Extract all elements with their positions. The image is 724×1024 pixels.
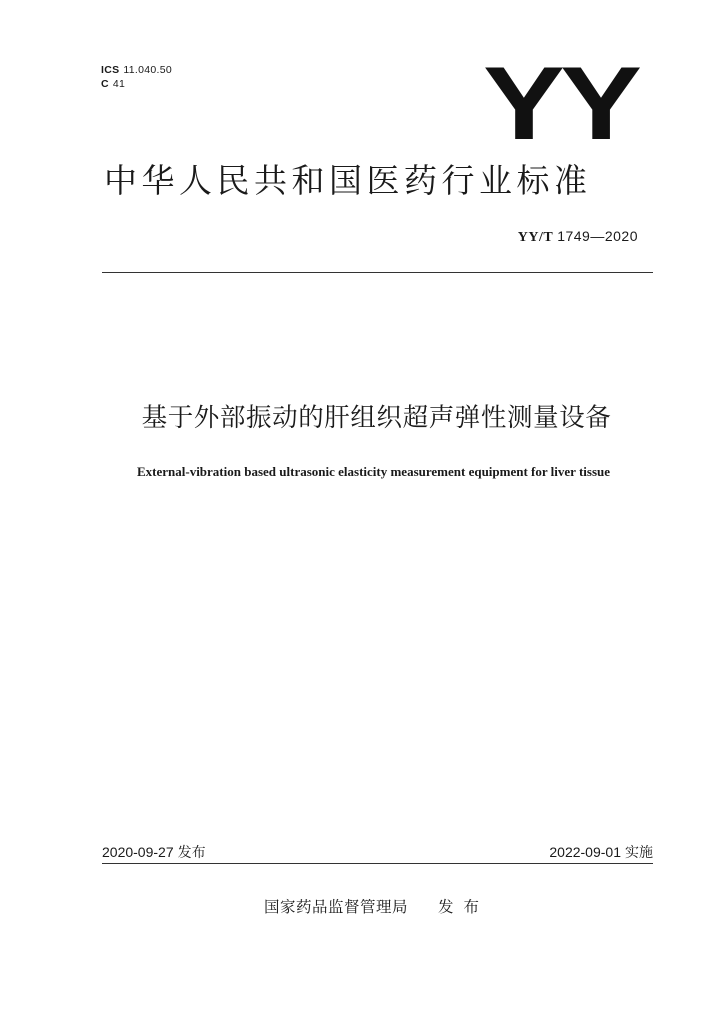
yy-logo: YY (483, 46, 638, 162)
standard-category-title: 中华人民共和国医药行业标准 (104, 161, 592, 200)
issue-label: 发布 (177, 845, 206, 861)
standard-code-prefix: YY/T (517, 230, 554, 245)
ccs-value: 41 (112, 78, 126, 90)
classification-block (101, 63, 172, 91)
ics-line (101, 63, 172, 77)
ccs-line (101, 77, 172, 91)
issuer-line (264, 896, 489, 918)
issue-date: 2020-09-27 (102, 844, 174, 860)
ics-key: ICS (101, 64, 120, 76)
date-row (102, 842, 653, 862)
ics-value: 11.040.50 (123, 64, 173, 76)
document-title-english: External-vibration based ultrasonic elasticity measurement equipment for liver tissue (136, 464, 611, 479)
implement-date-group (549, 842, 653, 863)
implement-label: 实施 (625, 845, 653, 861)
document-title-chinese: 基于外部振动的肝组织超声弹性测量设备 (141, 403, 612, 433)
standard-number (518, 227, 638, 247)
issue-date-group (102, 842, 206, 863)
issuer-action: 发布 (438, 898, 490, 916)
issuer-organization: 国家药品监督管理局 (264, 898, 409, 916)
bottom-divider (102, 863, 653, 864)
ccs-key: C (101, 78, 109, 90)
implement-date: 2022-09-01 (549, 844, 621, 860)
standard-code-number: 1749—2020 (557, 228, 638, 244)
top-divider (102, 272, 653, 273)
